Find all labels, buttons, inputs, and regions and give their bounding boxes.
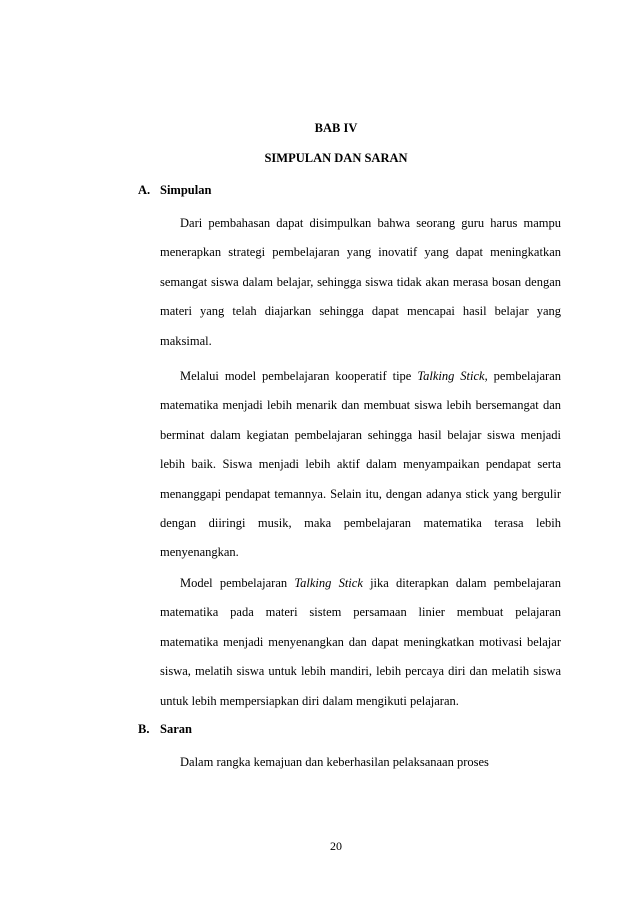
- paragraph-text: Melalui model pembelajaran kooperatif tipe: [180, 369, 418, 383]
- section-letter: A.: [138, 183, 151, 197]
- emphasis-term: Talking Stick: [417, 369, 485, 383]
- emphasis-term: Talking Stick: [294, 576, 363, 590]
- paragraph-text: , pembelajaran matematika menjadi lebih menarik dan membuat siswa lebih bersemangat dan berminat dalam kegiatan pembelajaran sehingga hasil belajar siswa menjadi lebih baik. Siswa menjadi lebih aktif dalam menyampaikan pendapat serta menanggapi pendapat temannya. Selain itu, dengan adanya stick yang bergulir dengan diiringi musik, maka pembelajaran matematika terasa lebih menyenangkan.: [160, 369, 562, 560]
- section-heading-simpulan: [138, 183, 211, 198]
- paragraph-text: jika diterapkan dalam pembelajaran matematika pada materi sistem persamaan linier membuat pelajaran matematika menjadi menyenangkan dan dapat meningkatkan motivasi belajar siswa, melatih siswa untuk lebih mandiri, lebih percaya diri dan melatih siswa untuk lebih mempersiapkan diri dalam mengikuti pelajaran.: [160, 576, 561, 708]
- section-title: Simpulan: [160, 183, 212, 197]
- paragraph-4: Dalam rangka kemajuan dan keberhasilan pelaksanaan proses: [180, 755, 489, 769]
- paragraph-2: [160, 362, 561, 568]
- paragraph-text: Model pembelajaran: [180, 576, 295, 590]
- section-title: Saran: [160, 722, 192, 736]
- page-number: 20: [330, 839, 342, 853]
- section-heading-saran: [138, 722, 192, 737]
- paragraph-1: Dari pembahasan dapat disimpulkan bahwa seorang guru harus mampu menerapkan strategi pembelajaran yang inovatif yang dapat meningkatkan semangat siswa dalam belajar, sehingga siswa tidak akan merasa bosan dengan materi yang telah diajarkan sehingga dapat mencapai hasil belajar yang maksimal.: [160, 216, 561, 348]
- paragraph-3: [160, 569, 561, 716]
- chapter-number: BAB IV: [314, 121, 358, 135]
- chapter-title: SIMPULAN DAN SARAN: [264, 151, 408, 165]
- section-letter: B.: [138, 722, 150, 736]
